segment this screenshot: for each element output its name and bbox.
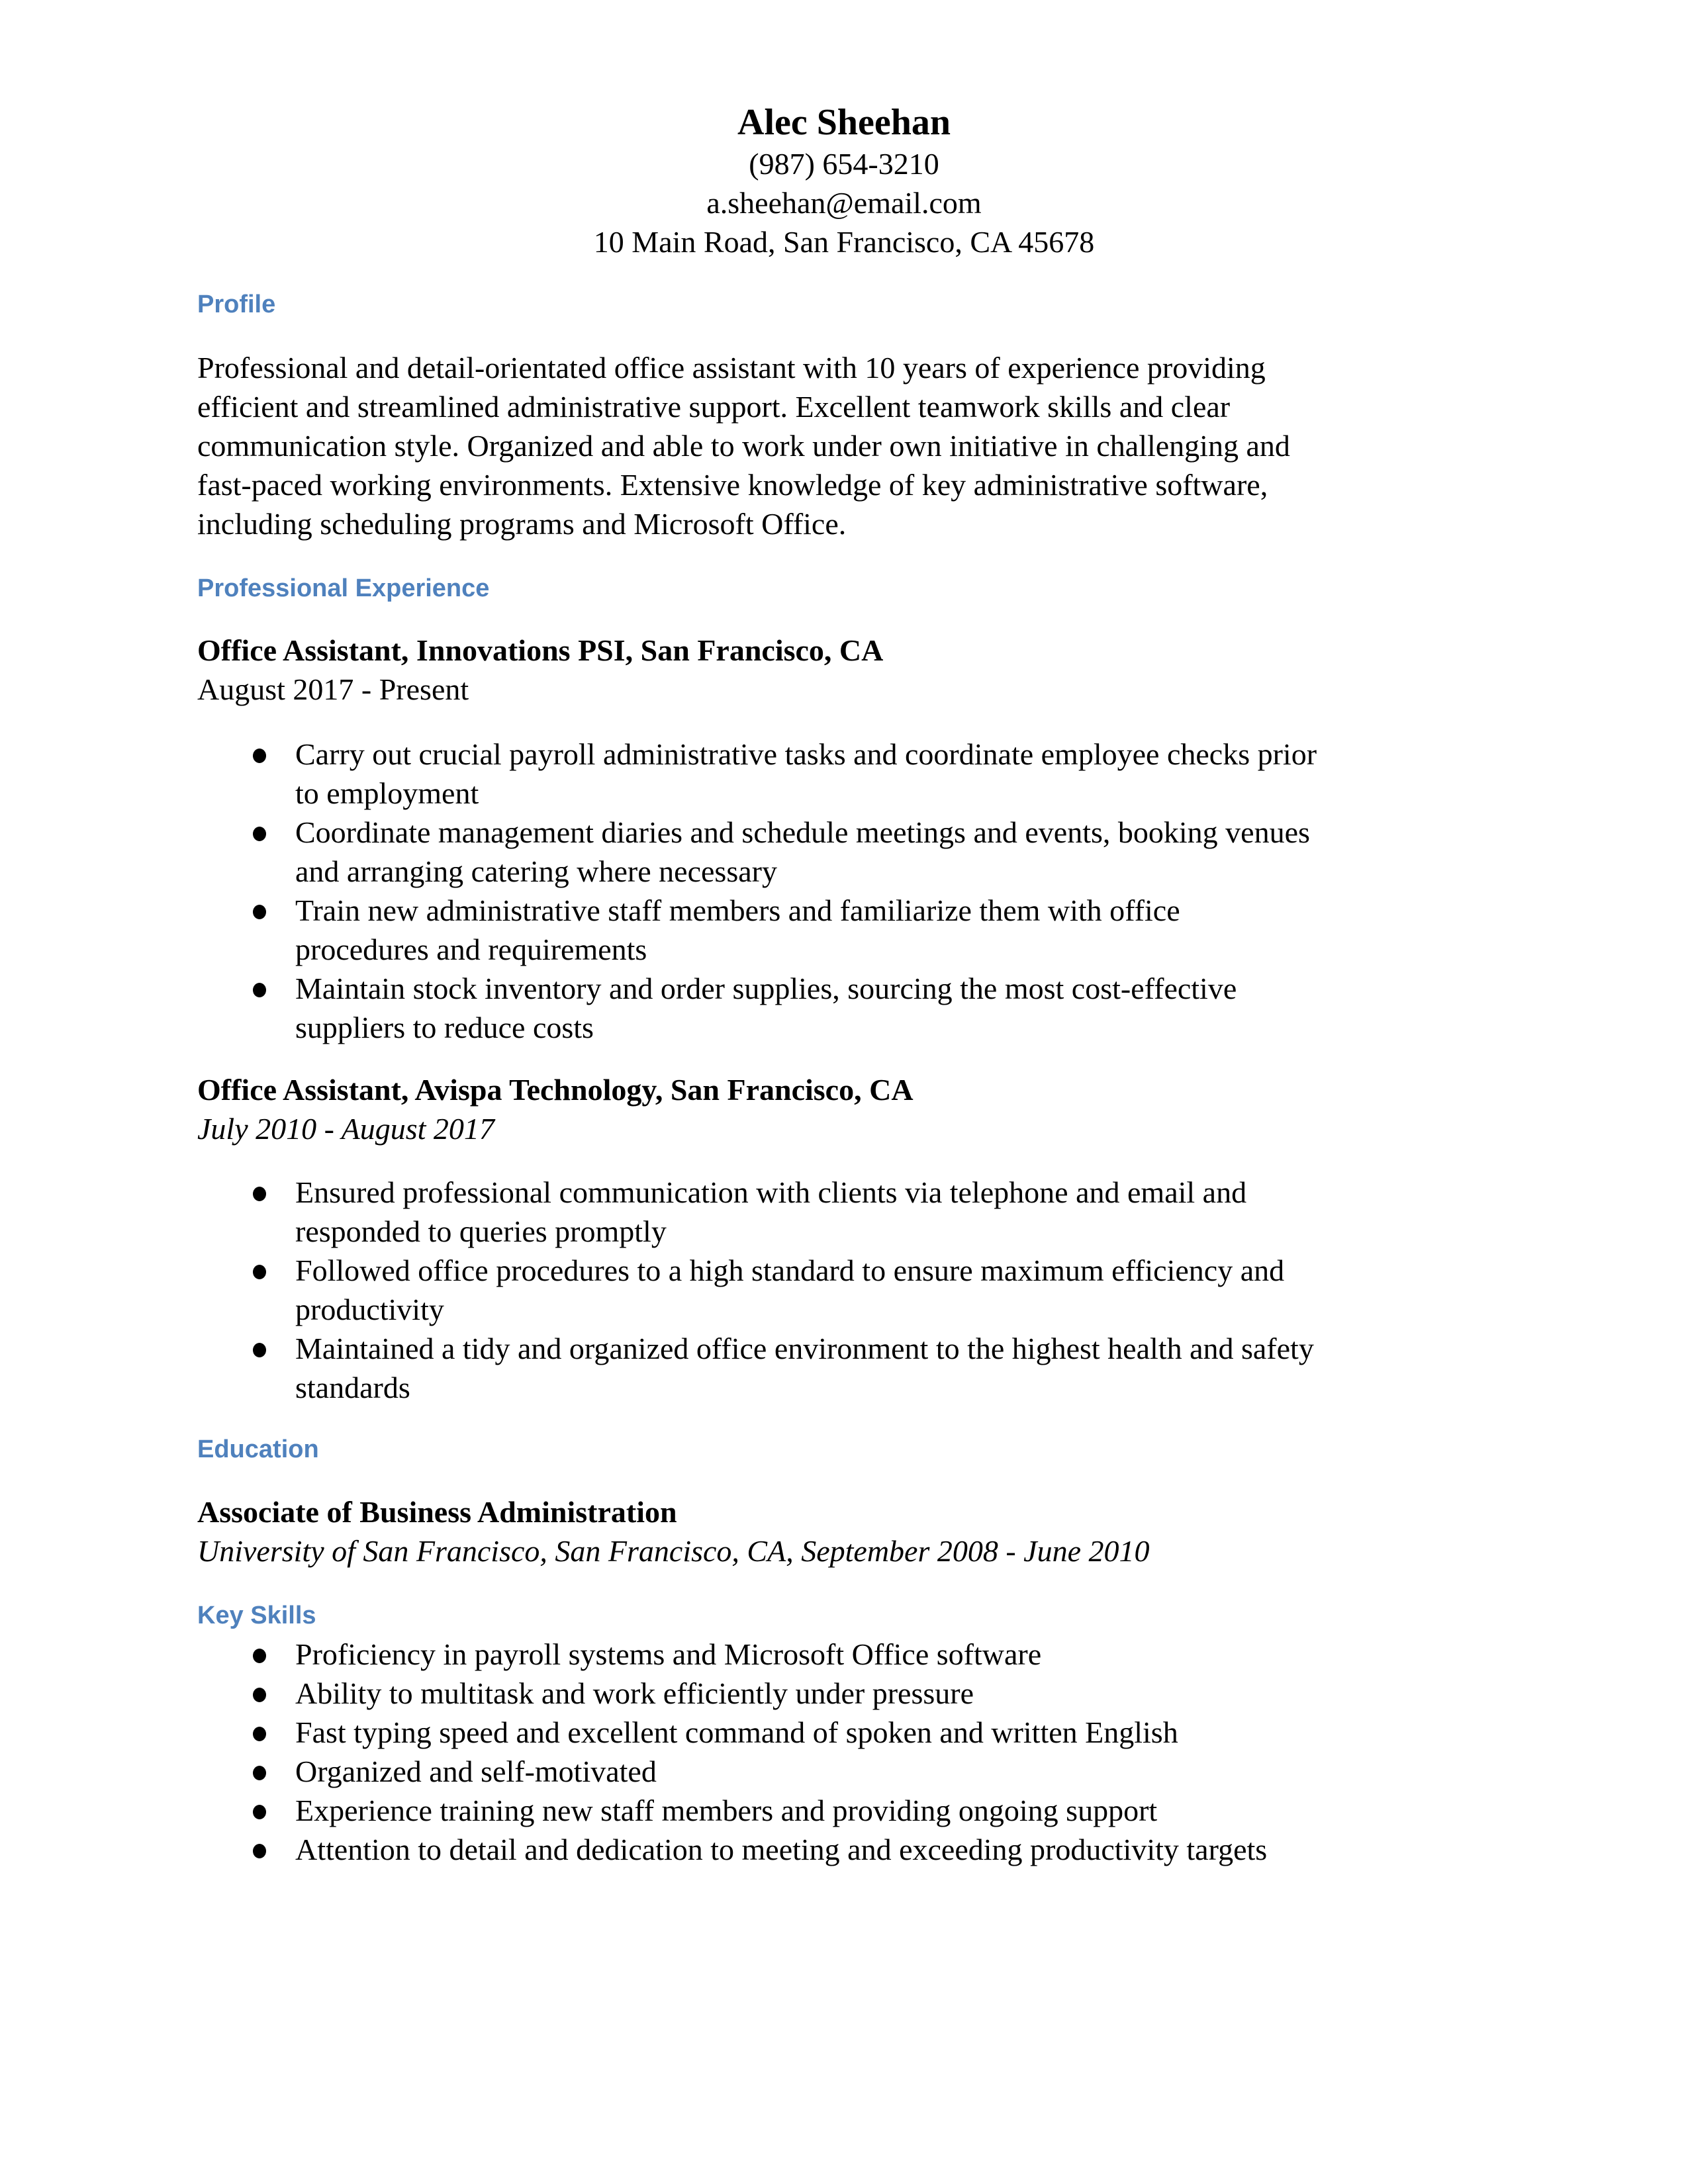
list-item <box>197 1752 1495 1791</box>
list-item <box>197 1635 1495 1674</box>
bullet-text: productivity <box>295 1293 444 1326</box>
bullet-icon <box>253 1187 266 1201</box>
profile-line: fast-paced working environments. Extensive knowledge of key administrative software, <box>197 468 1268 502</box>
list-item <box>197 1329 1495 1407</box>
bullet-text: Train new administrative staff members and familiarize them with office <box>295 893 1180 927</box>
bullet-icon <box>253 749 266 763</box>
job-title: Office Assistant, Avispa Technology, San Francisco, CA <box>197 1073 914 1107</box>
profile-line: communication style. Organized and able to work under own initiative in challenging and <box>197 429 1290 463</box>
list-item <box>197 813 1495 891</box>
list-item <box>197 1830 1495 1869</box>
list-item <box>197 1173 1495 1251</box>
phone-number: (987) 654-3210 <box>749 147 939 181</box>
bullet-icon <box>253 1649 266 1663</box>
bullet-icon <box>253 1844 266 1858</box>
bullet-text: and arranging catering where necessary <box>295 854 777 888</box>
bullet-icon <box>253 905 266 919</box>
skill-text: Attention to detail and dedication to meeting and exceeding productivity targets <box>295 1833 1268 1866</box>
bullet-icon <box>253 1265 266 1279</box>
postal-address: 10 Main Road, San Francisco, CA 45678 <box>593 225 1095 259</box>
list-item <box>197 969 1495 1047</box>
bullet-text: Coordinate management diaries and schedule meetings and events, booking venues <box>295 815 1310 849</box>
skill-text: Experience training new staff members and providing ongoing support <box>295 1794 1158 1827</box>
skill-text: Organized and self-motivated <box>295 1754 657 1788</box>
job-bullet-list <box>197 735 1495 1047</box>
bullet-icon <box>253 1766 266 1780</box>
email-address: a.sheehan@email.com <box>706 186 982 220</box>
bullet-icon <box>253 1688 266 1702</box>
job-title: Office Assistant, Innovations PSI, San Francisco, CA <box>197 633 884 667</box>
candidate-name: Alec Sheehan <box>737 102 951 143</box>
skills-list <box>197 1635 1495 1869</box>
bullet-text: responded to queries promptly <box>295 1214 667 1248</box>
list-item <box>197 735 1495 813</box>
list-item <box>197 1251 1495 1329</box>
section-heading-experience: Professional Experience <box>197 574 490 602</box>
profile-line: Professional and detail-orientated office assistant with 10 years of experience providing <box>197 351 1266 385</box>
bullet-text: to employment <box>295 776 479 810</box>
skill-text: Ability to multitask and work efficiently under pressure <box>295 1676 974 1710</box>
bullet-text: Ensured professional communication with clients via telephone and email and <box>295 1175 1247 1209</box>
bullet-text: Maintained a tidy and organized office environment to the highest health and safety <box>295 1332 1314 1365</box>
skill-text: Proficiency in payroll systems and Microsoft Office software <box>295 1637 1042 1671</box>
section-heading-skills: Key Skills <box>197 1602 316 1629</box>
profile-line: efficient and streamlined administrative support. Excellent teamwork skills and clear <box>197 390 1231 424</box>
profile-summary <box>197 348 1495 543</box>
education-details: University of San Francisco, San Francisco, CA, September 2008 - June 2010 <box>197 1534 1150 1568</box>
bullet-text: suppliers to reduce costs <box>295 1011 594 1044</box>
job-dates: July 2010 - August 2017 <box>197 1112 494 1146</box>
bullet-icon <box>253 1343 266 1357</box>
bullet-icon <box>253 1805 266 1819</box>
skill-text: Fast typing speed and excellent command of spoken and written English <box>295 1715 1178 1749</box>
section-heading-profile: Profile <box>197 291 276 318</box>
profile-line: including scheduling programs and Microsoft Office. <box>197 507 847 541</box>
bullet-text: Carry out crucial payroll administrative tasks and coordinate employee checks prior <box>295 737 1317 771</box>
list-item <box>197 1674 1495 1713</box>
bullet-text: procedures and requirements <box>295 933 647 966</box>
bullet-text: Maintain stock inventory and order supplies, sourcing the most cost-effective <box>295 972 1237 1005</box>
bullet-text: standards <box>295 1371 410 1404</box>
bullet-icon <box>253 1727 266 1741</box>
bullet-icon <box>253 983 266 997</box>
list-item <box>197 891 1495 969</box>
job-dates: August 2017 - Present <box>197 672 469 706</box>
list-item <box>197 1713 1495 1752</box>
list-item <box>197 1791 1495 1830</box>
degree-title: Associate of Business Administration <box>197 1495 677 1529</box>
bullet-icon <box>253 827 266 841</box>
section-heading-education: Education <box>197 1435 319 1463</box>
bullet-text: Followed office procedures to a high standard to ensure maximum efficiency and <box>295 1253 1285 1287</box>
job-bullet-list <box>197 1173 1495 1407</box>
